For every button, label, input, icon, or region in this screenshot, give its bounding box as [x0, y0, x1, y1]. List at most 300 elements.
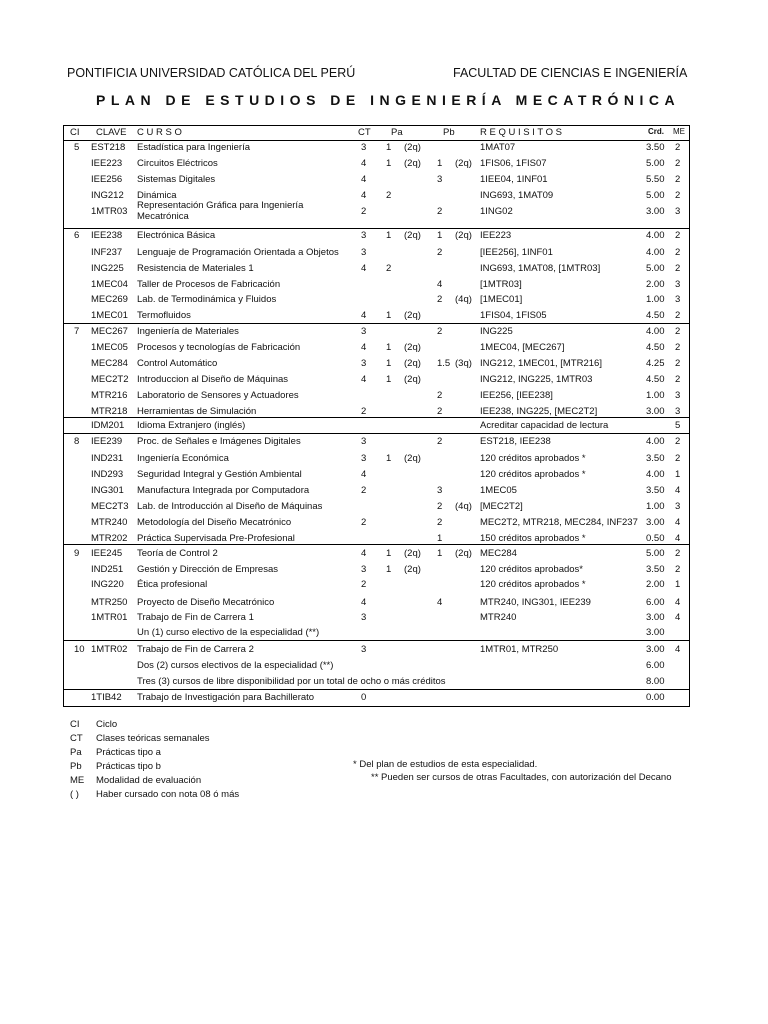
- cell-code: IEE245: [91, 548, 123, 559]
- legend-key: Pa: [70, 747, 82, 758]
- cell-req: 150 créditos aprobados *: [480, 533, 586, 544]
- cell-paq: (2q): [404, 158, 421, 169]
- cell-me: 4: [675, 517, 681, 528]
- cell-ct: 4: [361, 548, 367, 559]
- cell-pb: 1: [437, 158, 443, 169]
- cell-code: MEC267: [91, 326, 128, 337]
- cell-cr: 5.00: [646, 263, 665, 274]
- cell-pa: 1: [386, 142, 392, 153]
- cell-pb: 3: [437, 174, 443, 185]
- cell-pb: 2: [437, 406, 443, 417]
- cell-pb: 1: [437, 548, 443, 559]
- col-requisitos: R E Q U I S I T O S: [480, 127, 563, 138]
- cell-pa: 1: [386, 230, 392, 241]
- cell-ct: 2: [361, 206, 367, 217]
- cell-me: 1: [675, 579, 681, 590]
- cell-code: ING220: [91, 579, 124, 590]
- cell-course: Procesos y tecnologías de Fabricación: [137, 342, 301, 353]
- cell-cr: 5.00: [646, 190, 665, 201]
- cell-course: Dinámica: [137, 190, 177, 201]
- cell-req: [IEE256], 1INF01: [480, 247, 553, 258]
- cell-course: Herramientas de Simulación: [137, 406, 257, 417]
- legend-key: ( ): [70, 789, 79, 800]
- cell-me: 4: [675, 597, 681, 608]
- cell-code: IEE256: [91, 174, 123, 185]
- table-row: [0, 610, 768, 626]
- cell-me: 3: [675, 390, 681, 401]
- cell-code: IEE239: [91, 436, 123, 447]
- cell-cr: 3.00: [646, 517, 665, 528]
- legend-key: CT: [70, 733, 83, 744]
- col-ct: CT: [358, 127, 371, 138]
- col-me: ME: [673, 127, 685, 136]
- footnote-2: ** Pueden ser cursos de otras Facultades, con autorización del Decano: [371, 772, 672, 783]
- cell-req: MTR240: [480, 612, 517, 623]
- table-row: [0, 245, 768, 261]
- cell-pa: 2: [386, 263, 392, 274]
- cell-me: 2: [675, 453, 681, 464]
- cell-code: MEC2T2: [91, 374, 129, 385]
- cell-req: [MEC2T2]: [480, 501, 523, 512]
- cell-paq: (2q): [404, 453, 421, 464]
- cell-code: 1MEC01: [91, 310, 128, 321]
- legend-key: Pb: [70, 761, 82, 772]
- table-row: [0, 418, 768, 434]
- cell-me: 4: [675, 644, 681, 655]
- cell-req: EST218, IEE238: [480, 436, 551, 447]
- cell-req: IEE238, ING225, [MEC2T2]: [480, 406, 598, 417]
- cell-course: Trabajo de Investigación para Bachillerato: [137, 692, 315, 703]
- cell-ct: 4: [361, 310, 367, 321]
- cell-ct: 4: [361, 174, 367, 185]
- table-row: [0, 200, 768, 222]
- cell-course: Proc. de Señales e Imágenes Digitales: [137, 436, 301, 447]
- cell-cr: 3.00: [646, 406, 665, 417]
- cell-me: 4: [675, 533, 681, 544]
- legend-value: Prácticas tipo b: [96, 761, 161, 772]
- cell-req: [1MTR03]: [480, 279, 522, 290]
- table-row: [0, 156, 768, 172]
- cell-ct: 4: [361, 469, 367, 480]
- cell-course: Práctica Supervisada Pre-Profesional: [137, 533, 295, 544]
- cell-course: Ingeniería Económica: [137, 453, 229, 464]
- legend-value: Modalidad de evaluación: [96, 775, 202, 786]
- cell-pa: 1: [386, 374, 392, 385]
- cell-cr: 0.00: [646, 692, 665, 703]
- cell-pb: 2: [437, 206, 443, 217]
- cell-code: ING301: [91, 485, 124, 496]
- table-row: [0, 674, 768, 690]
- cell-course: Un (1) curso electivo de la especialidad (**): [137, 627, 320, 638]
- cell-course: Gestión y Dirección de Empresas: [137, 564, 278, 575]
- cell-ct: 4: [361, 597, 367, 608]
- cell-req: 120 créditos aprobados *: [480, 453, 586, 464]
- table-row: [0, 140, 768, 156]
- cell-me: 2: [675, 142, 681, 153]
- cell-course: Metodología del Diseño Mecatrónico: [137, 517, 292, 528]
- cell-pbq: (4q): [455, 294, 472, 305]
- cell-cr: 6.00: [646, 660, 665, 671]
- cell-me: 2: [675, 174, 681, 185]
- cell-me: 2: [675, 247, 681, 258]
- cell-me: 2: [675, 230, 681, 241]
- cell-cr: 4.00: [646, 436, 665, 447]
- cell-pb: 1: [437, 230, 443, 241]
- cell-pbq: (2q): [455, 548, 472, 559]
- cell-me: 3: [675, 406, 681, 417]
- cell-cr: 3.00: [646, 627, 665, 638]
- cell-me: 2: [675, 436, 681, 447]
- cell-pb: 2: [437, 501, 443, 512]
- cell-course: Idioma Extranjero (inglés): [137, 420, 246, 431]
- cell-pb: 2: [437, 247, 443, 258]
- cell-ct: 4: [361, 158, 367, 169]
- cell-ct: 3: [361, 358, 367, 369]
- legend-value: Ciclo: [96, 719, 118, 730]
- cell-me: 4: [675, 485, 681, 496]
- cell-cr: 4.00: [646, 326, 665, 337]
- table-row: [0, 356, 768, 372]
- cell-pb: 2: [437, 436, 443, 447]
- col-pb: Pb: [443, 127, 455, 138]
- cell-pbq: (2q): [455, 230, 472, 241]
- cell-req: 1ING02: [480, 206, 513, 217]
- legend-value: Haber cursado con nota 08 ó más: [96, 789, 240, 800]
- legend-value: Clases teóricas semanales: [96, 733, 210, 744]
- cell-cr: 8.00: [646, 676, 665, 687]
- legend-key: ME: [70, 775, 85, 786]
- table-row: [0, 388, 768, 404]
- cell-cr: 3.50: [646, 453, 665, 464]
- table-row: [0, 499, 768, 515]
- cell-req: 1MTR01, MTR250: [480, 644, 559, 655]
- cell-course: Introduccion al Diseño de Máquinas: [137, 374, 289, 385]
- cell-cr: 3.50: [646, 485, 665, 496]
- cell-ci: 9: [74, 548, 80, 559]
- table-row: [0, 577, 768, 593]
- cell-code: MTR202: [91, 533, 128, 544]
- cell-req: 120 créditos aprobados*: [480, 564, 583, 575]
- cell-paq: (2q): [404, 564, 421, 575]
- cell-pb: 2: [437, 294, 443, 305]
- cell-course: Sistemas Digitales: [137, 174, 216, 185]
- table-row: [0, 188, 768, 204]
- cell-course: Dos (2) cursos electivos de la especialidad (**): [137, 660, 334, 671]
- cell-ct: 2: [361, 485, 367, 496]
- cell-pa: 1: [386, 310, 392, 321]
- cell-ct: 3: [361, 612, 367, 623]
- table-row: [0, 531, 768, 547]
- cell-course: Seguridad Integral y Gestión Ambiental: [137, 469, 302, 480]
- cell-course: Lenguaje de Programación Orientada a Objetos: [137, 247, 339, 258]
- cell-code: IDM201: [91, 420, 125, 431]
- cell-cr: 2.00: [646, 279, 665, 290]
- cell-me: 2: [675, 263, 681, 274]
- cell-course: Manufactura Integrada por Computadora: [137, 485, 310, 496]
- cell-req: 1MEC05: [480, 485, 517, 496]
- table-row: [0, 625, 768, 641]
- cell-course: Trabajo de Fin de Carrera 1: [137, 612, 254, 623]
- table-row: [0, 277, 768, 293]
- cell-paq: (2q): [404, 548, 421, 559]
- table-row: [0, 292, 768, 308]
- table-row: [0, 340, 768, 356]
- col-ci: CI: [70, 127, 80, 138]
- col-pa: Pa: [391, 127, 403, 138]
- cell-course: Ética profesional: [137, 579, 208, 590]
- cell-req: ING225: [480, 326, 513, 337]
- cell-code: IND231: [91, 453, 124, 464]
- col-curso: C U R S O: [137, 127, 182, 138]
- cell-course: Electrónica Básica: [137, 230, 216, 241]
- cell-course: Taller de Procesos de Fabricación: [137, 279, 281, 290]
- cell-paq: (2q): [404, 310, 421, 321]
- cell-ct: 3: [361, 644, 367, 655]
- cell-code: 1TIB42: [91, 692, 122, 703]
- cell-ct: 2: [361, 579, 367, 590]
- cell-pb: 2: [437, 390, 443, 401]
- cell-code: MEC2T3: [91, 501, 129, 512]
- cell-ci: 10: [74, 644, 85, 655]
- cell-cr: 3.50: [646, 142, 665, 153]
- cell-course: Representación Gráfica para Ingeniería Mecatrónica: [137, 200, 304, 222]
- cell-course: Estadística para Ingeniería: [137, 142, 251, 153]
- cell-cr: 1.00: [646, 294, 665, 305]
- cell-course: Circuitos Eléctricos: [137, 158, 218, 169]
- cell-ct: 2: [361, 406, 367, 417]
- cell-paq: (2q): [404, 142, 421, 153]
- cell-me: 1: [675, 469, 681, 480]
- cell-pbq: (2q): [455, 158, 472, 169]
- cell-pbq: (4q): [455, 501, 472, 512]
- cell-course: Teoría de Control 2: [137, 548, 218, 559]
- cell-code: MTR218: [91, 406, 128, 417]
- cell-paq: (2q): [404, 342, 421, 353]
- cell-cr: 5.00: [646, 158, 665, 169]
- cell-me: 3: [675, 501, 681, 512]
- cell-cr: 4.50: [646, 342, 665, 353]
- table-row: [0, 467, 768, 483]
- cell-pb: 3: [437, 485, 443, 496]
- cell-me: 3: [675, 294, 681, 305]
- cell-me: 3: [675, 206, 681, 217]
- cell-cr: 4.00: [646, 247, 665, 258]
- table-row: [0, 562, 768, 578]
- cell-pa: 1: [386, 358, 392, 369]
- cell-req: 120 créditos aprobados *: [480, 579, 586, 590]
- cell-cr: 3.00: [646, 206, 665, 217]
- cell-pb: 1.5: [437, 358, 451, 369]
- cell-me: 2: [675, 548, 681, 559]
- cell-paq: (2q): [404, 358, 421, 369]
- table-row: [0, 261, 768, 277]
- cell-pa: 1: [386, 453, 392, 464]
- cell-code: 1MEC05: [91, 342, 128, 353]
- cell-paq: (2q): [404, 374, 421, 385]
- cell-req: [1MEC01]: [480, 294, 523, 305]
- cell-course: Lab. de Introducción al Diseño de Máquinas: [137, 501, 323, 512]
- cell-pa: 2: [386, 190, 392, 201]
- cell-paq: (2q): [404, 230, 421, 241]
- cell-code: MTR240: [91, 517, 128, 528]
- legend-key: CI: [70, 719, 80, 730]
- table-row: [0, 434, 768, 450]
- cell-code: 1MTR03: [91, 206, 128, 217]
- page-title: PLAN DE ESTUDIOS DE INGENIERÍA MECATRÓNICA: [96, 92, 681, 108]
- cell-pb: 4: [437, 597, 443, 608]
- cell-course: Control Automático: [137, 358, 218, 369]
- cell-pb: 1: [437, 533, 443, 544]
- table-row: [0, 595, 768, 611]
- cell-pb: 2: [437, 517, 443, 528]
- cell-code: EST218: [91, 142, 126, 153]
- table-row: [0, 546, 768, 562]
- cell-req: 120 créditos aprobados *: [480, 469, 586, 480]
- cell-code: 1MTR01: [91, 612, 128, 623]
- cell-ci: 8: [74, 436, 80, 447]
- table-row: [0, 172, 768, 188]
- cell-ci: 6: [74, 230, 80, 241]
- cell-pb: 4: [437, 279, 443, 290]
- cell-me: 3: [675, 279, 681, 290]
- cell-cr: 4.00: [646, 230, 665, 241]
- cell-course: Proyecto de Diseño Mecatrónico: [137, 597, 275, 608]
- cell-ct: 2: [361, 517, 367, 528]
- cell-ct: 3: [361, 230, 367, 241]
- cell-ct: 4: [361, 263, 367, 274]
- cell-code: MTR216: [91, 390, 128, 401]
- cell-cr: 4.25: [646, 358, 665, 369]
- cell-pbq: (3q): [455, 358, 472, 369]
- cell-me: 2: [675, 358, 681, 369]
- cell-me: 2: [675, 374, 681, 385]
- cell-req: ING212, ING225, 1MTR03: [480, 374, 593, 385]
- cell-cr: 0.50: [646, 533, 665, 544]
- cell-req: 1IEE04, 1INF01: [480, 174, 548, 185]
- cell-ci: 7: [74, 326, 80, 337]
- cell-course: Tres (3) cursos de libre disponibilidad por un total de ocho o más créditos: [137, 676, 446, 687]
- col-clave: CLAVE: [96, 127, 127, 138]
- table-row: [0, 228, 768, 244]
- cell-code: ING225: [91, 263, 124, 274]
- cell-ct: 3: [361, 142, 367, 153]
- cell-me: 4: [675, 612, 681, 623]
- cell-code: MEC269: [91, 294, 128, 305]
- cell-course: Resistencia de Materiales 1: [137, 263, 254, 274]
- cell-me: 2: [675, 342, 681, 353]
- cell-ct: 3: [361, 453, 367, 464]
- cell-pa: 1: [386, 342, 392, 353]
- cell-me: 5: [675, 420, 681, 431]
- cell-cr: 4.00: [646, 469, 665, 480]
- cell-pa: 1: [386, 158, 392, 169]
- col-creditos: Crd.: [648, 127, 664, 136]
- table-row: [0, 483, 768, 499]
- cell-code: 1MEC04: [91, 279, 128, 290]
- cell-cr: 6.00: [646, 597, 665, 608]
- legend-value: Prácticas tipo a: [96, 747, 161, 758]
- cell-cr: 5.50: [646, 174, 665, 185]
- table-row: [0, 515, 768, 531]
- cell-course: Lab. de Termodinámica y Fluidos: [137, 294, 277, 305]
- cell-req: 1MEC04, [MEC267]: [480, 342, 565, 353]
- faculty-name: FACULTAD DE CIENCIAS E INGENIERÍA: [453, 66, 688, 80]
- cell-req: ING693, 1MAT08, [1MTR03]: [480, 263, 601, 274]
- cell-ct: 0: [361, 692, 367, 703]
- cell-cr: 4.50: [646, 374, 665, 385]
- cell-code: IEE223: [91, 158, 123, 169]
- table-row: [0, 642, 768, 658]
- cell-req: 1MAT07: [480, 142, 516, 153]
- cell-course: Termofluidos: [137, 310, 191, 321]
- cell-ct: 3: [361, 436, 367, 447]
- cell-req: ING693, 1MAT09: [480, 190, 554, 201]
- cell-cr: 3.00: [646, 612, 665, 623]
- cell-ct: 4: [361, 190, 367, 201]
- cell-me: 2: [675, 564, 681, 575]
- cell-ci: 5: [74, 142, 80, 153]
- cell-req: IEE256, [IEE238]: [480, 390, 553, 401]
- table-row: [0, 451, 768, 467]
- cell-course: Trabajo de Fin de Carrera 2: [137, 644, 254, 655]
- cell-ct: 3: [361, 326, 367, 337]
- university-name: PONTIFICIA UNIVERSIDAD CATÓLICA DEL PERÚ: [67, 66, 356, 80]
- cell-course: Ingeniería de Materiales: [137, 326, 239, 337]
- cell-me: 2: [675, 310, 681, 321]
- cell-me: 2: [675, 190, 681, 201]
- cell-pa: 1: [386, 548, 392, 559]
- cell-me: 2: [675, 158, 681, 169]
- cell-code: 1MTR02: [91, 644, 128, 655]
- table-row: [0, 308, 768, 324]
- cell-req: MEC284: [480, 548, 517, 559]
- cell-req: IEE223: [480, 230, 512, 241]
- cell-course: Laboratorio de Sensores y Actuadores: [137, 390, 299, 401]
- cell-cr: 3.00: [646, 644, 665, 655]
- table-row: [0, 372, 768, 388]
- cell-me: 2: [675, 326, 681, 337]
- cell-code: INF237: [91, 247, 123, 258]
- cell-ct: 3: [361, 247, 367, 258]
- cell-code: MTR250: [91, 597, 128, 608]
- cell-code: MEC284: [91, 358, 128, 369]
- cell-req: MTR240, ING301, IEE239: [480, 597, 591, 608]
- cell-code: IND251: [91, 564, 124, 575]
- cell-code: IEE238: [91, 230, 123, 241]
- table-row: [0, 324, 768, 340]
- cell-pb: 2: [437, 326, 443, 337]
- cell-ct: 3: [361, 564, 367, 575]
- table-row: [0, 690, 768, 706]
- table-row: [0, 658, 768, 674]
- cell-code: IND293: [91, 469, 124, 480]
- cell-code: ING212: [91, 190, 124, 201]
- cell-cr: 1.00: [646, 501, 665, 512]
- footnote-1: * Del plan de estudios de esta especialidad.: [353, 759, 538, 770]
- cell-cr: 4.50: [646, 310, 665, 321]
- cell-req: ING212, 1MEC01, [MTR216]: [480, 358, 602, 369]
- cell-req: Acreditar capacidad de lectura: [480, 420, 609, 431]
- cell-req: 1FIS04, 1FIS05: [480, 310, 547, 321]
- cell-cr: 5.00: [646, 548, 665, 559]
- cell-cr: 1.00: [646, 390, 665, 401]
- cell-ct: 4: [361, 374, 367, 385]
- cell-cr: 2.00: [646, 579, 665, 590]
- cell-req: 1FIS06, 1FIS07: [480, 158, 547, 169]
- cell-req: MEC2T2, MTR218, MEC284, INF237: [480, 517, 638, 528]
- cell-ct: 4: [361, 342, 367, 353]
- cell-cr: 3.50: [646, 564, 665, 575]
